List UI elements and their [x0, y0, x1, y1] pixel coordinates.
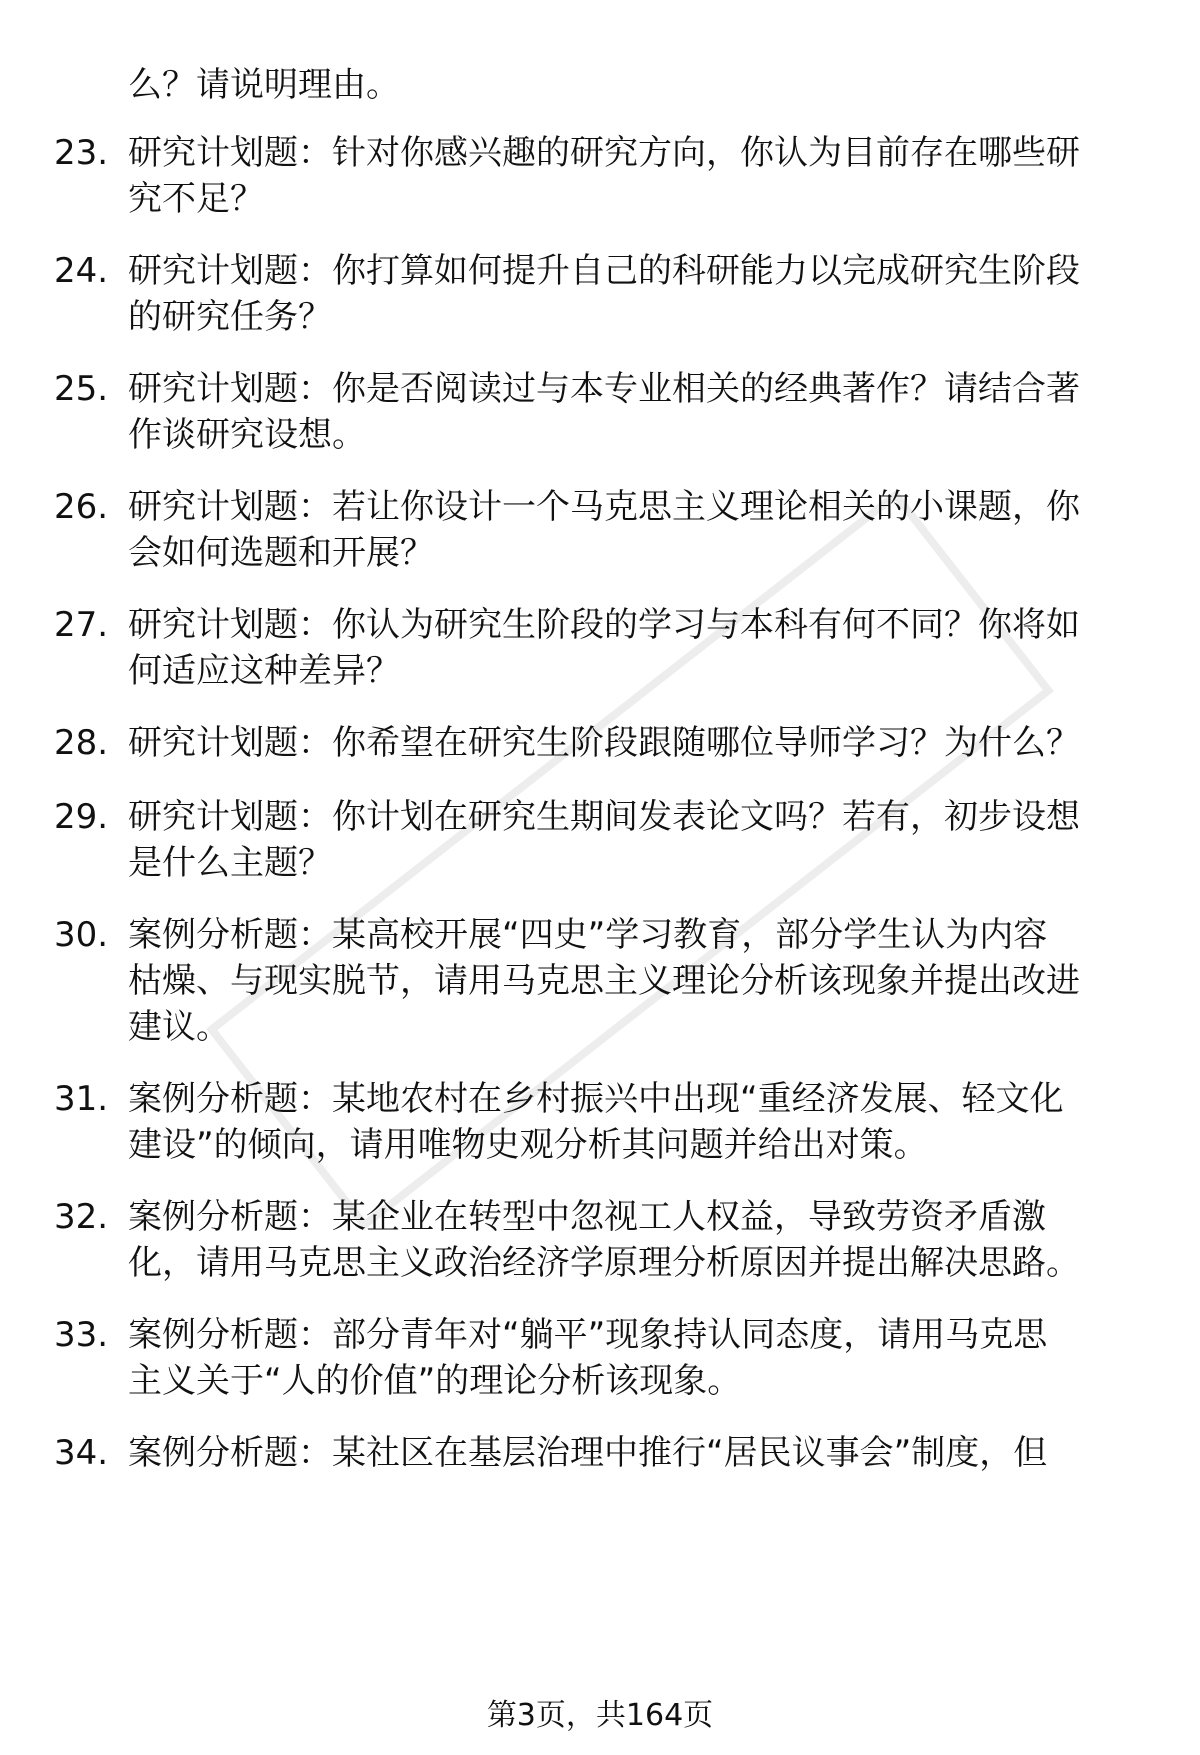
question-line: 是什么主题？ — [128, 843, 332, 883]
continuation-text: 么？请说明理由。 — [128, 65, 400, 105]
question-number: 25. — [54, 369, 109, 409]
question-line: 作谈研究设想。 — [128, 415, 366, 455]
question-line: 案例分析题：某企业在转型中忽视工人权益，导致劳资矛盾激 — [128, 1197, 1046, 1237]
question-number: 26. — [54, 487, 109, 527]
question-line: 研究计划题：你认为研究生阶段的学习与本科有何不同？你将如 — [128, 605, 1080, 645]
question-line: 研究计划题：若让你设计一个马克思主义理论相关的小课题，你 — [128, 487, 1080, 527]
question-number: 30. — [54, 915, 109, 955]
question-line: 主义关于“人的价值”的理论分析该现象。 — [128, 1361, 742, 1401]
question-line: 的研究任务？ — [128, 297, 332, 337]
question-line: 枯燥、与现实脱节，请用马克思主义理论分析该现象并提出改进 — [128, 961, 1080, 1001]
question-line: 会如何选题和开展？ — [128, 533, 434, 573]
question-line: 案例分析题：某社区在基层治理中推行“居民议事会”制度，但 — [128, 1433, 1048, 1473]
question-number: 24. — [54, 251, 109, 291]
question-number: 32. — [54, 1197, 109, 1237]
question-line: 研究计划题：你打算如何提升自己的科研能力以完成研究生阶段 — [128, 251, 1080, 291]
question-number: 28. — [54, 723, 109, 763]
page-footer: 第3页，共164页 — [486, 1698, 714, 1733]
question-number: 23. — [54, 133, 109, 173]
question-line: 建设”的倾向，请用唯物史观分析其问题并给出对策。 — [128, 1125, 928, 1165]
question-line: 建议。 — [128, 1007, 230, 1047]
question-number: 31. — [54, 1079, 109, 1119]
question-number: 29. — [54, 797, 109, 837]
question-number: 34. — [54, 1433, 109, 1473]
question-line: 研究计划题：针对你感兴趣的研究方向，你认为目前存在哪些研 — [128, 133, 1080, 173]
question-line: 何适应这种差异？ — [128, 651, 400, 691]
question-line: 研究计划题：你是否阅读过与本专业相关的经典著作？请结合著 — [128, 369, 1080, 409]
question-line: 案例分析题：某地农村在乡村振兴中出现“重经济发展、轻文化 — [128, 1079, 1064, 1119]
question-line: 化，请用马克思主义政治经济学原理分析原因并提出解决思路。 — [128, 1243, 1080, 1283]
question-line: 研究计划题：你希望在研究生阶段跟随哪位导师学习？为什么？ — [128, 723, 1080, 763]
question-line: 案例分析题：部分青年对“躺平”现象持认同态度，请用马克思 — [128, 1315, 1048, 1355]
question-line: 究不足？ — [128, 179, 264, 219]
question-number: 27. — [54, 605, 109, 645]
question-line: 研究计划题：你计划在研究生期间发表论文吗？若有，初步设想 — [128, 797, 1080, 837]
question-line: 案例分析题：某高校开展“四史”学习教育，部分学生认为内容 — [128, 915, 1048, 955]
question-number: 33. — [54, 1315, 109, 1355]
